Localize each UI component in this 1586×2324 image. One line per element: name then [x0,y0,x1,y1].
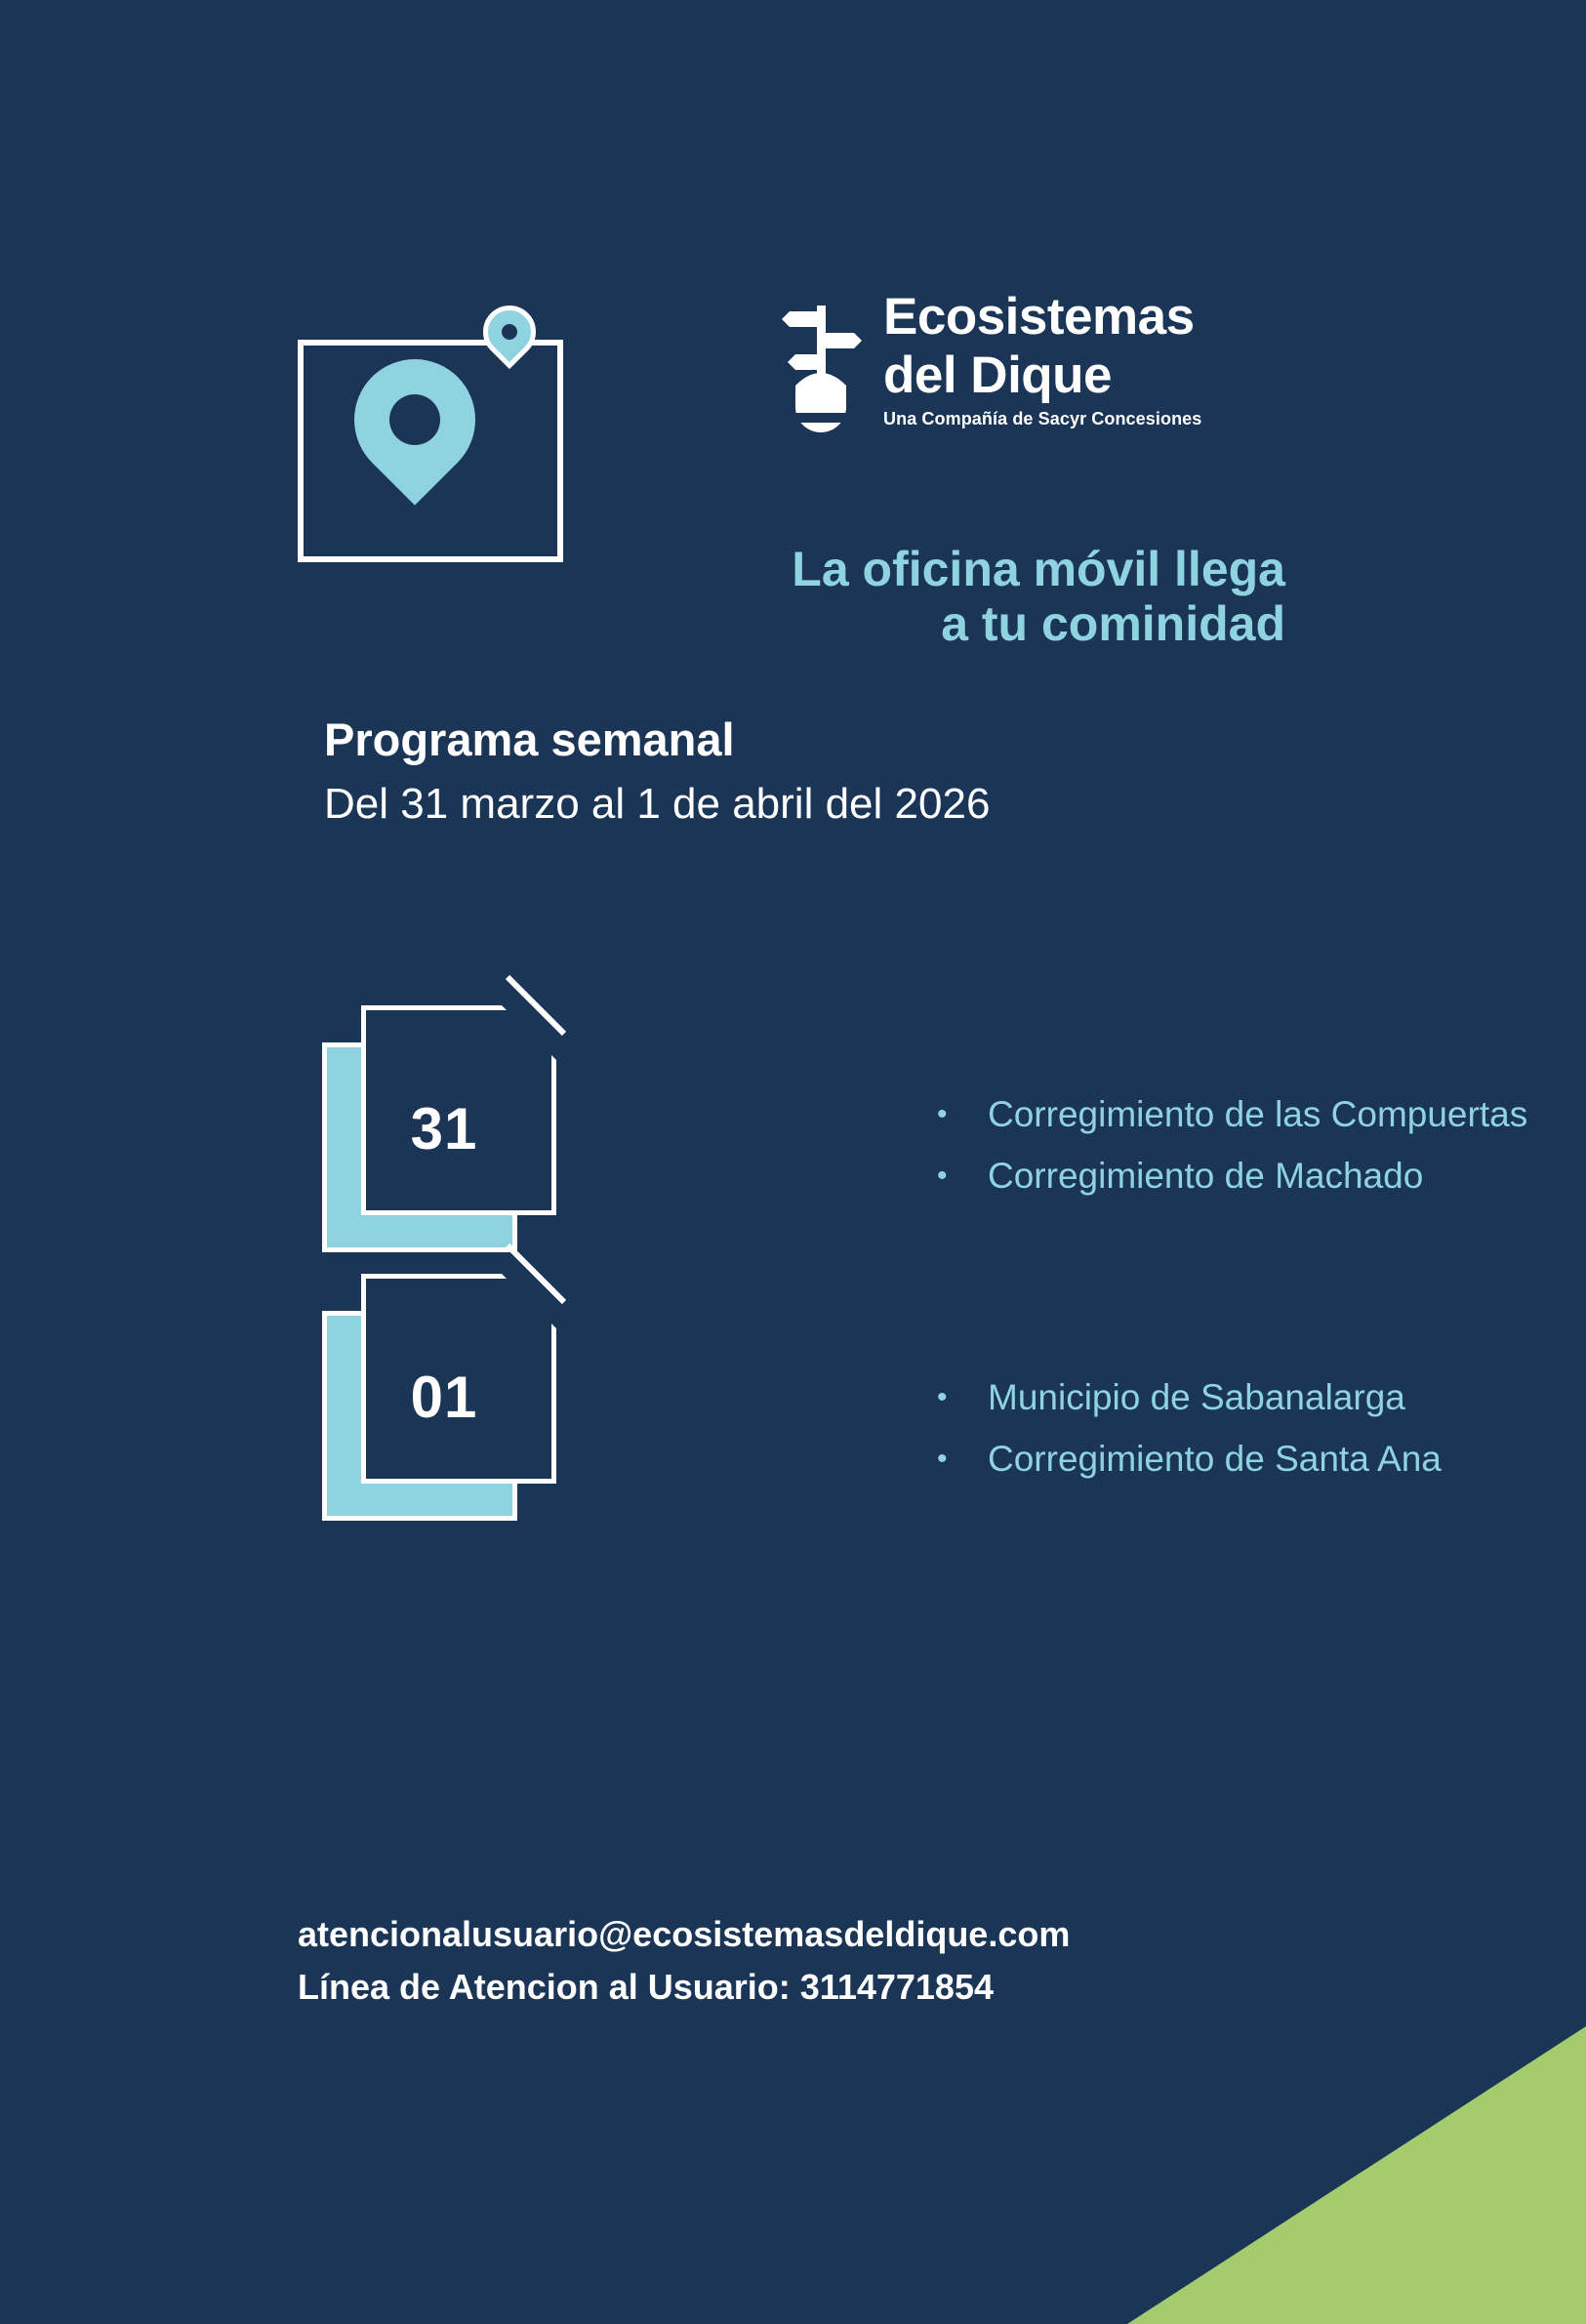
day-number: 01 [410,1365,478,1430]
headline [0,542,1285,651]
bullet-glyph: • [937,1443,948,1475]
brand-tagline: Una Compañía de Sacyr Concesiones [883,409,1202,428]
bullet-glyph: • [937,1381,948,1413]
list-item [927,1083,1586,1145]
schedule-row [322,1005,1528,1274]
document-icon [322,1274,566,1529]
program-dates: Del 31 marzo al 1 de abril del 2026 [324,780,991,828]
list-item-label: Corregimiento de Santa Ana [988,1439,1442,1479]
headline-line-2: a tu cominidad [941,596,1285,651]
footer-contact [298,1908,1070,2014]
headline-line-1: La oficina móvil llega [792,542,1285,596]
brand-line-1: Ecosistemas [883,288,1195,346]
list-item [927,1428,1586,1489]
document-fold-corner [502,1005,556,1060]
bullet-glyph: • [937,1160,948,1192]
contact-phone: Línea de Atencion al Usuario: 3114771854 [298,1967,994,2007]
list-item [927,1145,1586,1206]
document-fold-corner [502,1274,556,1328]
contact-email[interactable]: atencionalusuario@ecosistemasdeldique.com [298,1914,1071,1954]
program-block [324,713,990,834]
brand-block [776,288,1479,469]
brand-text [883,288,1201,429]
list-item-label: Corregimiento de las Compuertas [988,1094,1528,1134]
bullet-glyph: • [937,1098,948,1130]
list-item-label: Corregimiento de Machado [988,1156,1424,1196]
document-icon [322,1005,566,1261]
location-list [927,1366,1586,1489]
header-section [0,288,1586,571]
brand-line-2: del Dique [883,347,1113,404]
program-title: Programa semanal [324,714,735,765]
schedule-list [322,1005,1528,1542]
location-list [927,1083,1586,1206]
day-number: 31 [410,1096,478,1162]
list-item [927,1366,1586,1428]
schedule-row [322,1274,1454,1542]
list-item-label: Municipio de Sabanalarga [988,1377,1405,1417]
green-triangle-decoration [1127,2026,1586,2324]
signpost-plant-icon [776,296,869,447]
map-pin-icon [298,306,581,569]
